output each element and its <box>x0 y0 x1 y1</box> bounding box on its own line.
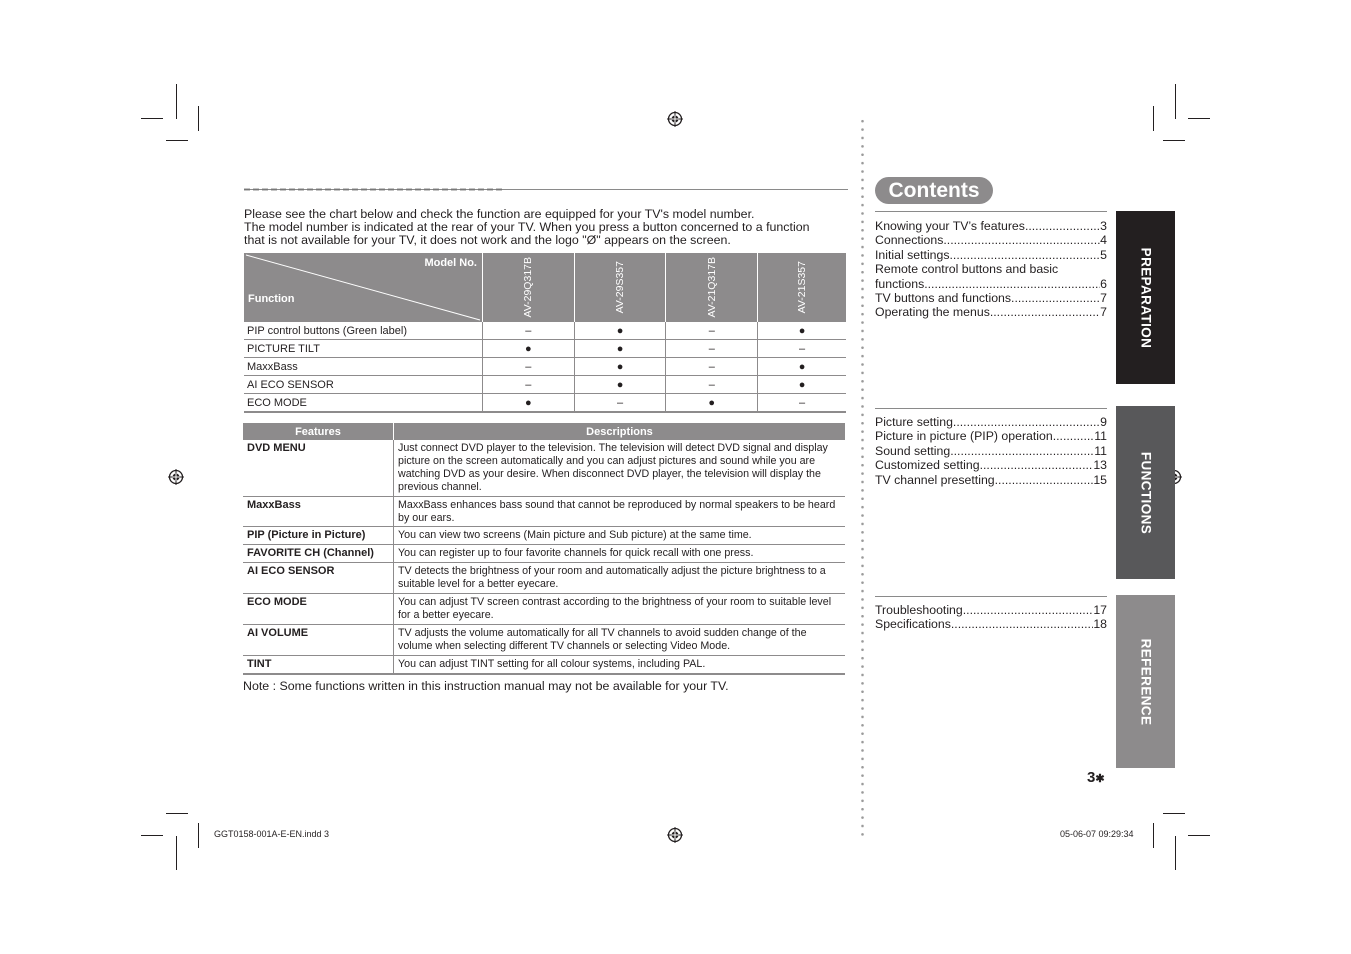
intro-line: The model number is indicated at the rear of your TV. When you press a button concerned to a function <box>244 220 810 235</box>
toc-item[interactable]: Picture setting ..... 9 <box>875 415 1107 429</box>
footer-filename: GGT0158-001A-E-EN.indd 3 <box>214 829 330 839</box>
toc-item[interactable]: Sound setting ..... 11 <box>875 444 1107 458</box>
features-header: Features <box>243 423 394 440</box>
model-header: AV-21S357 <box>758 253 846 322</box>
page-star-icon: ✱ <box>1095 773 1105 785</box>
heading-rule-decoration <box>244 188 504 191</box>
table-row: PICTURE TILT ● ● – – <box>244 340 846 358</box>
toc-item[interactable]: Picture in picture (PIP) operation ..... 11 <box>875 429 1107 443</box>
table-row: PIP (Picture in Picture) You can view two screens (Main picture and Sub picture) at the same time. <box>243 527 845 545</box>
toc-section-preparation <box>875 219 1107 320</box>
intro-text <box>244 208 844 248</box>
toc-item[interactable]: TV buttons and functions ..... 7 <box>875 291 1107 305</box>
toc-item[interactable]: Customized setting ..... 13 <box>875 458 1107 472</box>
features-table <box>243 423 845 675</box>
table-row: AI ECO SENSOR TV detects the brightness of your room and automatically adjust the picture brightness to a suitable level for a better eyecare. <box>243 563 845 594</box>
model-header: AV-29Q317B <box>483 253 575 322</box>
table-row: FAVORITE CH (Channel) You can register up to four favorite channels for quick recall with one press. <box>243 545 845 563</box>
toc-item[interactable]: Connections ..... 4 <box>875 233 1107 247</box>
toc-item[interactable]: Knowing your TV’s features ..... 3 <box>875 219 1107 233</box>
tab-reference[interactable]: REFERENCE <box>1116 595 1175 768</box>
table-row: ECO MODE You can adjust TV screen contrast according to the brightness of your room to suitable level for a better eyecare. <box>243 594 845 625</box>
table-corner-cell <box>244 253 483 322</box>
toc-item[interactable]: functions ..... 6 <box>875 277 1107 291</box>
section-rule <box>875 211 1107 212</box>
section-rule <box>875 596 1107 597</box>
toc-section-functions <box>875 415 1107 487</box>
toc-item[interactable]: Troubleshooting ..... 17 <box>875 603 1107 617</box>
section-rule <box>875 408 1107 409</box>
toc-section-reference <box>875 603 1107 632</box>
corner-label-function: Function <box>248 293 295 305</box>
tab-functions[interactable]: FUNCTIONS <box>1116 406 1175 579</box>
model-header: AV-21Q317B <box>666 253 758 322</box>
toc-item[interactable]: Initial settings ..... 5 <box>875 248 1107 262</box>
table-row: DVD MENU Just connect DVD player to the television. The television will detect DVD signal and display picture on the screen automatically and you can adjust pictures and sound while you are watching DVD as your desire. When disconnect DVD player, the television will display the previous channel. <box>243 440 845 496</box>
intro-line: that is not available for your TV, it does not work and the logo "Ø" appears on the screen. <box>244 233 731 248</box>
page-number: 3✱ <box>1087 769 1105 786</box>
note-text: Note : Some functions written in this instruction manual may not be available for your TV. <box>243 679 729 693</box>
registration-mark-icon <box>168 469 184 485</box>
toc-item[interactable]: Remote control buttons and basic <box>875 262 1059 277</box>
toc-item[interactable]: TV channel presetting ..... 15 <box>875 473 1107 487</box>
table-row: AI ECO SENSOR – ● – ● <box>244 376 846 394</box>
descriptions-header: Descriptions <box>394 423 846 440</box>
footer-timestamp: 05-06-07 09:29:34 <box>1060 829 1134 839</box>
table-row: PIP control buttons (Green label) – ● – ● <box>244 322 846 340</box>
table-row: AI VOLUME TV adjusts the volume automatically for all TV channels to avoid sudden change of the volume when selecting different TV channels or selecting Video Mode. <box>243 624 845 655</box>
model-function-table <box>244 253 846 413</box>
page-divider <box>861 117 864 837</box>
toc-item[interactable]: Specifications ..... 18 <box>875 617 1107 631</box>
model-header: AV-29S357 <box>574 253 666 322</box>
table-row: MaxxBass – ● – ● <box>244 358 846 376</box>
toc-item[interactable]: Operating the menus ..... 7 <box>875 305 1107 319</box>
table-row: MaxxBass MaxxBass enhances bass sound that cannot be reproduced by normal speakers to be heard by our ears. <box>243 496 845 527</box>
intro-line: Please see the chart below and check the function are equipped for your TV's model number. <box>244 207 755 221</box>
tab-preparation[interactable]: PREPARATION <box>1116 211 1175 384</box>
table-row: ECO MODE ● – ● – <box>244 394 846 413</box>
contents-title: Contents <box>875 177 993 204</box>
registration-mark-icon <box>667 111 683 127</box>
registration-mark-icon <box>667 827 683 843</box>
corner-label-model: Model No. <box>424 257 477 269</box>
table-row: TINT You can adjust TINT setting for all colour systems, including PAL. <box>243 655 845 673</box>
